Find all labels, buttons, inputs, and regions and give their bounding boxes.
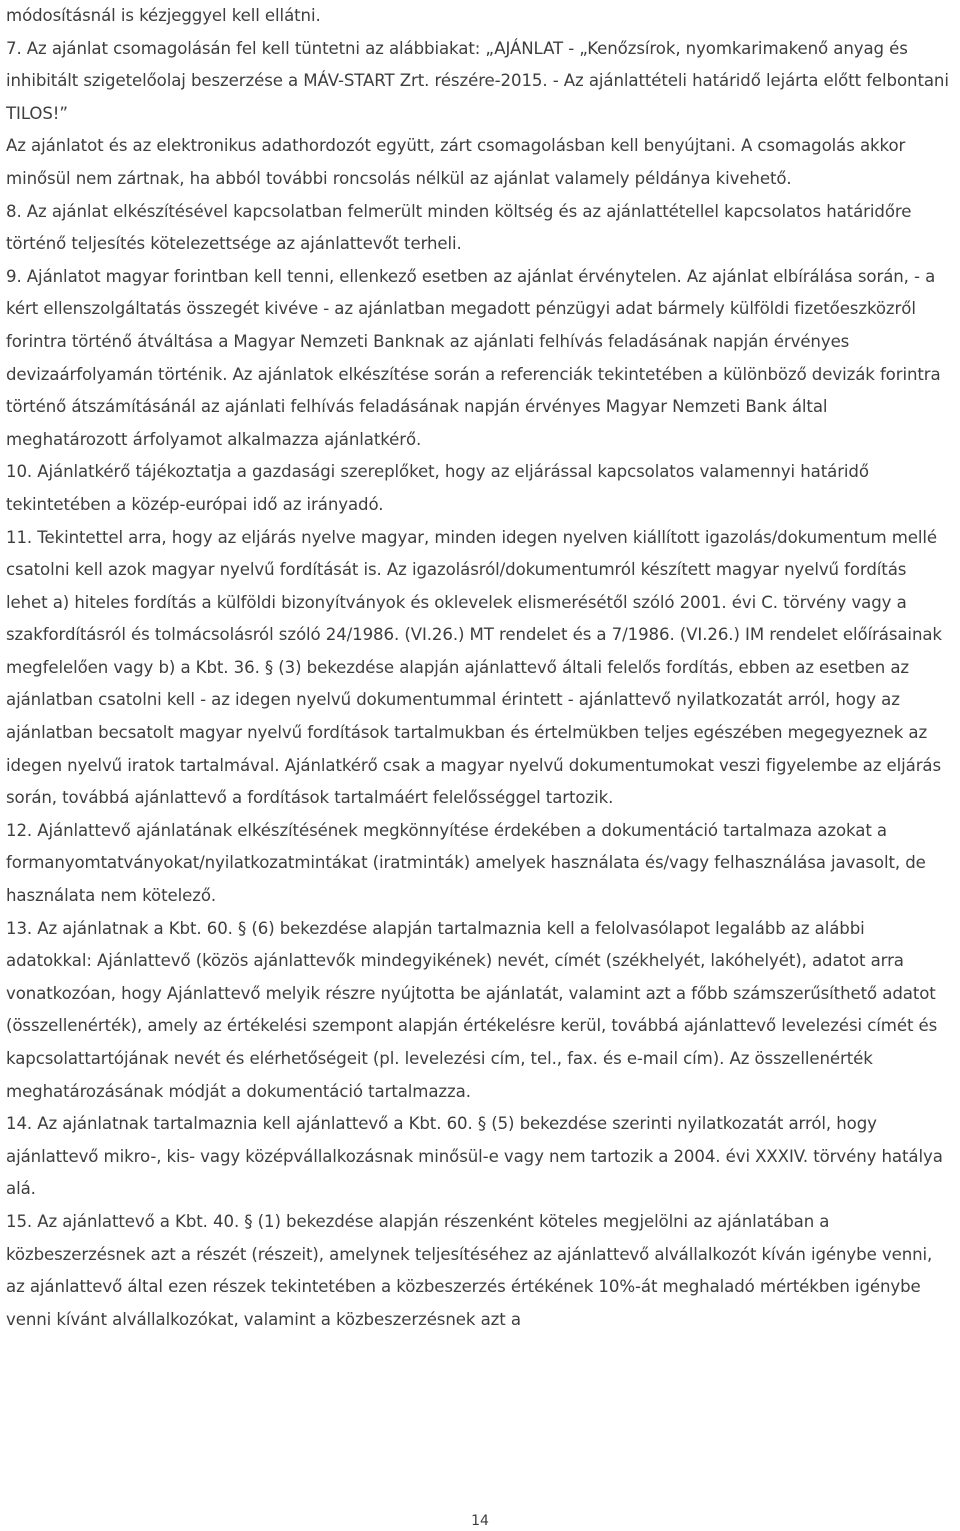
paragraph-item-13: 13. Az ajánlatnak a Kbt. 60. § (6) bekezdése alapján tartalmaznia kell a felolvasólapot legalább az alábbi adatokkal: Ajánlattevő (közös ajánlattevők mindegyikének) nevét, címét (székhelyét, lakóhelyét), adatot arra vonatkozóan, hogy Ajánlattevő melyik részre nyújtotta be ajánlatát, valamint azt a főbb számszerűsíthető adatot (összellenérték), amely az értékelési szempont alapján értékelésre kerül, továbbá ajánlattevő levelezési címét és kapcsolattartójának nevét és elérhetőségeit (pl. levelezési cím, tel., fax. és e-mail cím). Az összellenérték meghatározásának módját a dokumentáció tartalmazza. — [6, 918, 938, 1101]
paragraph-item-10: 10. Ajánlatkérő tájékoztatja a gazdasági szereplőket, hogy az eljárással kapcsolatos valamennyi határidő tekintetében a közép-európai idő az irányadó. — [6, 462, 869, 514]
paragraph-packaging: Az ajánlatot és az elektronikus adathordozót együtt, zárt csomagolásban kell benyújtani. A csomagolás akkor minősül nem zártnak, ha abból további roncsolás nélkül az ajánlat valamely példánya kivehető. — [6, 136, 906, 188]
paragraph-item-15: 15. Az ajánlattevő a Kbt. 40. § (1) bekezdése alapján részenként köteles megjelölni az ajánlatában a közbeszerzésnek azt a részét (részeit), amelynek teljesítéséhez az ajánlattevő alvállalkozót kíván igénybe venni, az ajánlattevő által ezen részek tekintetében a közbeszerzés értékének 10%-át meghaladó mértékben igénybe venni kívánt alvállalkozókat, valamint a közbeszerzésnek azt a — [6, 1211, 933, 1329]
paragraph-item-7: 7. Az ajánlat csomagolásán fel kell tüntetni az alábbiakat: „AJÁNLAT - „Kenőzsírok, nyomkarimakenő anyag és inhibitált szigetelőolaj beszerzése a MÁV-START Zrt. részére-2015. - Az ajánlattételi határidő lejárta előtt felbontani TILOS!” — [6, 38, 949, 123]
document-body — [6, 0, 952, 1336]
paragraph-item-12: 12. Ajánlattevő ajánlatának elkészítésének megkönnyítése érdekében a dokumentáció tartalmaza azokat a formanyomtatványokat/nyilatkozatmintákat (iratminták) amelyek használata és/vagy felhasználása javasolt, de használata nem kötelező. — [6, 820, 926, 906]
paragraph-item-9: 9. Ajánlatot magyar forintban kell tenni, ellenkező esetben az ajánlat érvénytelen. Az ajánlat elbírálása során, - a kért ellenszolgáltatás összegét kivéve - az ajánlatban megadott pénzügyi adat bármely külföldi fizetőeszközről forintra történő átváltása a Magyar Nemzeti Banknak az ajánlati felhívás feladásának napján érvényes devizaárfolyamán történik. Az ajánlatok elkészítése során a referenciák tekintetében a különböző devizák forintra történő átszámításánál az ajánlati felhívás feladásának napján érvényes Magyar Nemzeti Bank által meghatározott árfolyamot alkalmazza ajánlatkérő. — [6, 266, 941, 449]
paragraph-item-8: 8. Az ajánlat elkészítésével kapcsolatban felmerült minden költség és az ajánlattétellel kapcsolatos határidőre történő teljesítés kötelezettsége az ajánlattevőt terheli. — [6, 201, 912, 254]
paragraph-continuation: módosításnál is kézjeggyel kell ellátni. — [6, 6, 321, 25]
paragraph-item-14: 14. Az ajánlatnak tartalmaznia kell ajánlattevő a Kbt. 60. § (5) bekezdése szerinti nyilatkozatát arról, hogy ajánlattevő mikro-, kis- vagy középvállalkozásnak minősül-e vagy nem tartozik a 2004. évi XXXIV. törvény hatálya alá. — [6, 1114, 943, 1199]
page-number: 14 — [471, 1513, 489, 1529]
paragraph-item-11: 11. Tekintettel arra, hogy az eljárás nyelve magyar, minden idegen nyelven kiállított igazolás/dokumentum mellé csatolni kell azok magyar nyelvű fordítását is. Az igazolásról/dokumentumról készített magyar nyelvű fordítás lehet a) hiteles fordítás a külföldi bizonyítványok és oklevelek elismerésétől szóló 2001. évi C. törvény vagy a szakfordításról és tolmácsolásról szóló 24/1986. (VI.26.) MT rendelet és a 7/1986. (VI.26.) IM rendelet előírásainak megfelelően vagy b) a Kbt. 36. § (3) bekezdése alapján ajánlattevő általi felelős fordítás, ebben az esetben az ajánlatban csatolni kell - az idegen nyelvű dokumentummal érintett - ajánlattevő nyilatkozatát arról, hogy az ajánlatban becsatolt magyar nyelvű fordítások tartalmukban és értelmükben teljes egészében megegyeznek az idegen nyelvű iratok tartalmával. Ajánlatkérő csak a magyar nyelvű dokumentumokat veszi figyelembe az eljárás során, továbbá ajánlattevő a fordítások tartalmáért felelősséggel tartozik. — [6, 527, 942, 808]
